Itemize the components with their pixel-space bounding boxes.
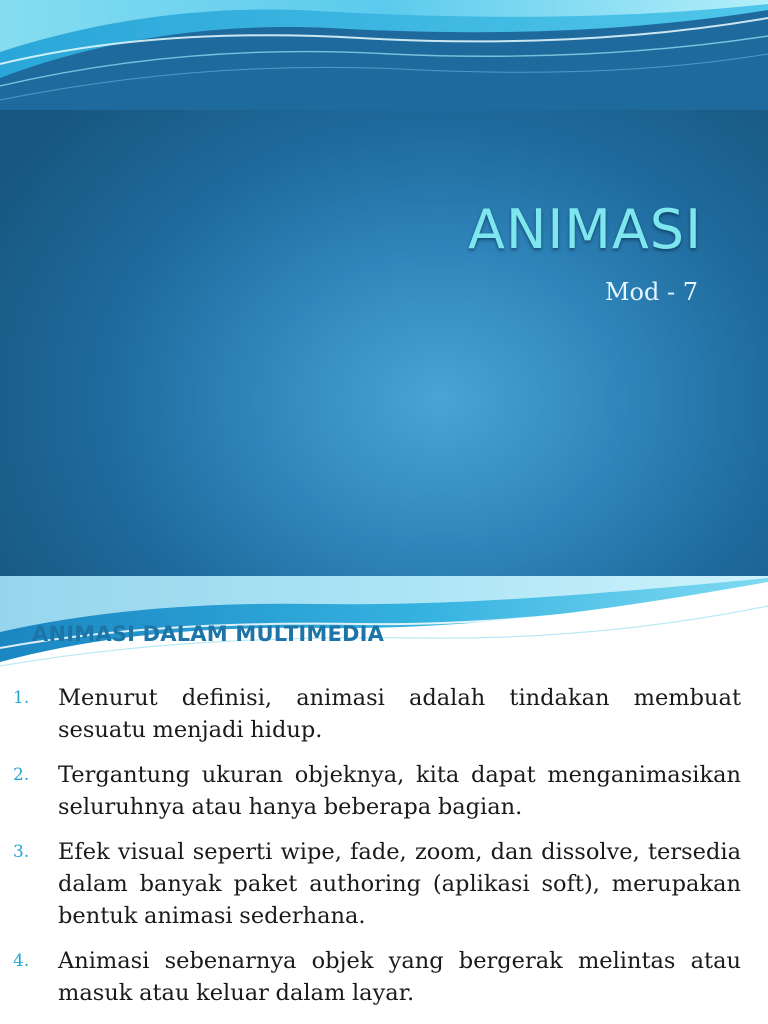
list-item: [0, 836, 768, 932]
numbered-list: [0, 682, 768, 1022]
list-number: 1.: [13, 688, 30, 708]
list-item-text: Tergantung ukuran objeknya, kita dapat menganimasikan seluruhnya atau hanya beberapa bagian.: [58, 762, 741, 820]
wave-header-decoration: [0, 0, 768, 110]
list-item-text: Efek visual seperti wipe, fade, zoom, dan dissolve, tersedia dalam banyak paket authoring (aplikasi soft), merupakan bentuk animasi sederhana.: [58, 839, 741, 929]
list-number: 2.: [13, 765, 30, 785]
list-number: 3.: [13, 842, 30, 862]
slide-heading: ANIMASI DALAM MULTIMEDIA: [32, 622, 385, 646]
list-item: [0, 682, 768, 746]
list-item-text: Animasi sebenarnya objek yang bergerak melintas atau masuk atau keluar dalam layar.: [58, 948, 741, 1006]
list-item-text: Menurut definisi, animasi adalah tindakan membuat sesuatu menjadi hidup.: [58, 685, 741, 743]
slide-title: ANIMASI: [468, 198, 702, 261]
list-number: 4.: [13, 951, 30, 971]
slide-subtitle: Mod - 7: [604, 278, 698, 306]
content-slide: [0, 576, 768, 1024]
list-item: [0, 759, 768, 823]
list-item: [0, 945, 768, 1009]
